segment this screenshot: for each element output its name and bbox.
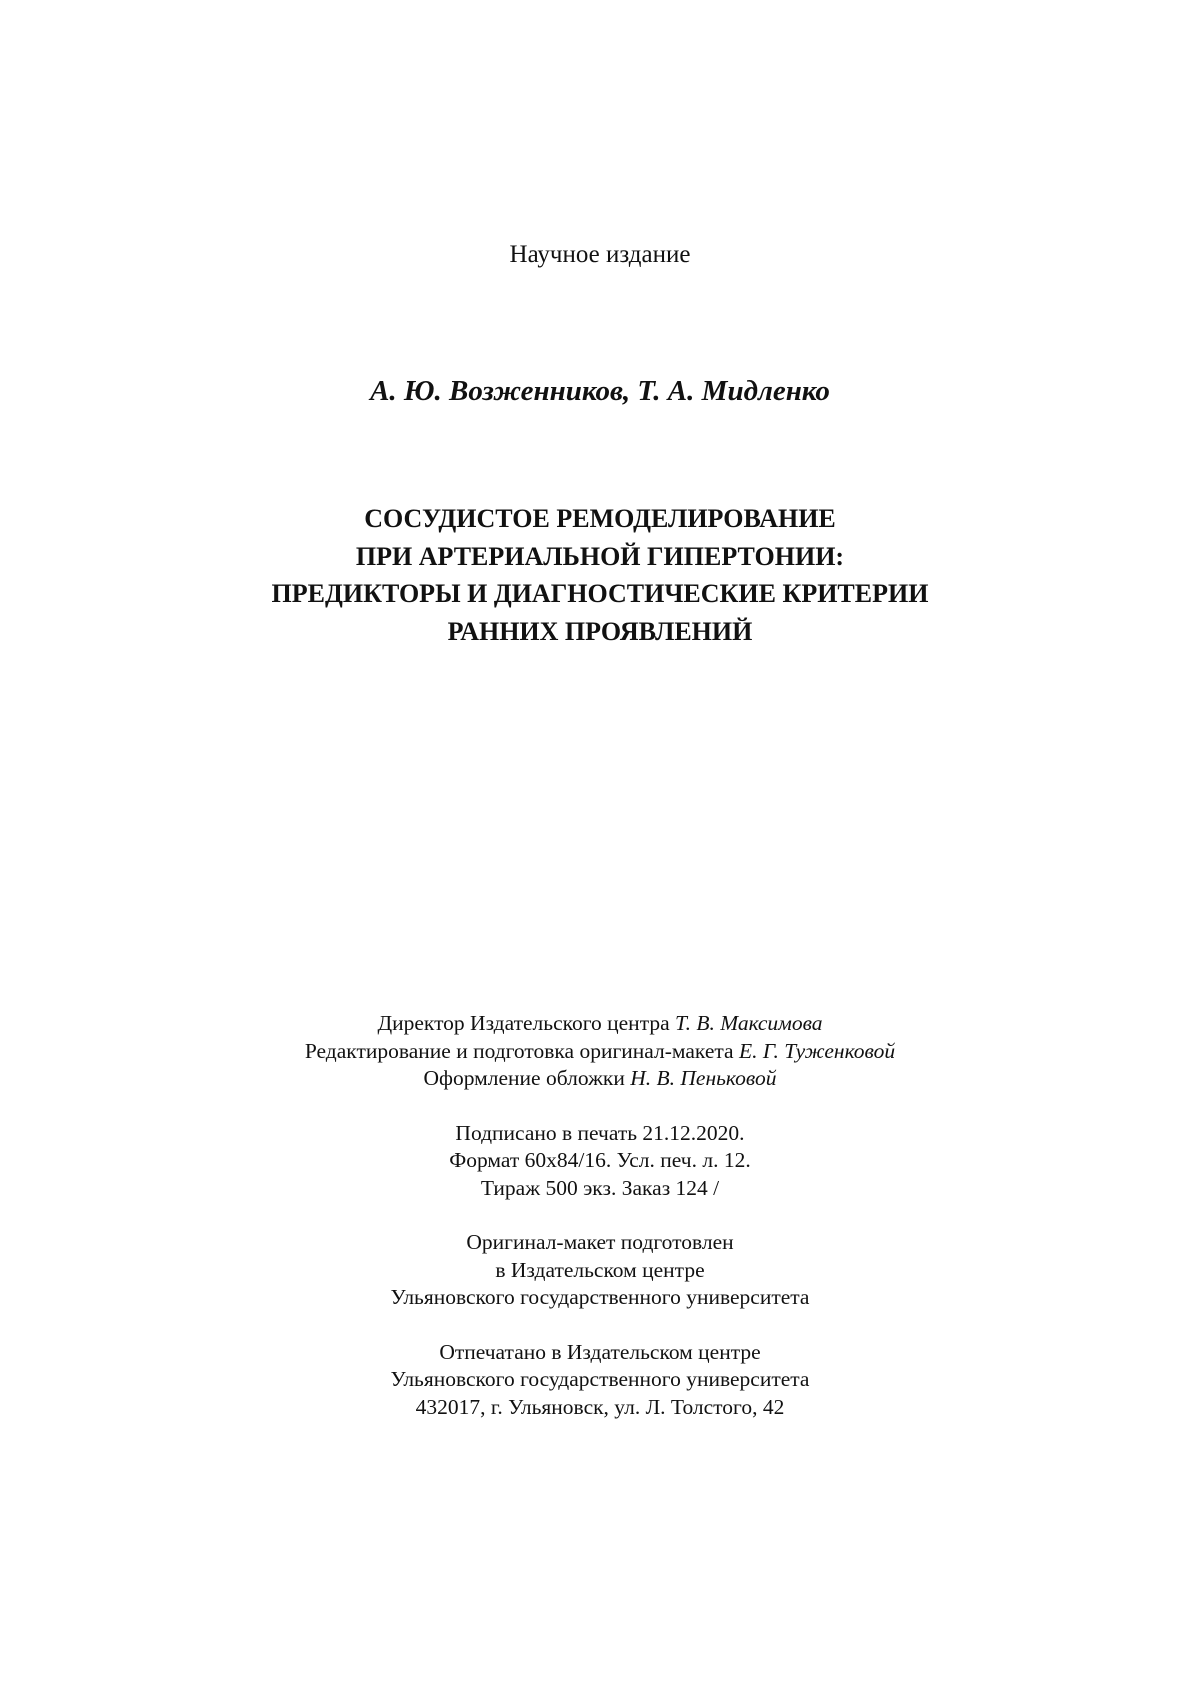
imprint: [0, 1010, 1200, 1448]
staff-credit: [0, 1038, 1200, 1066]
staff-credit: [0, 1010, 1200, 1038]
staff-role: Директор Издательского центра: [377, 1011, 670, 1035]
staff-credit: [0, 1065, 1200, 1093]
layout-prepared-line: в Издательском центре: [495, 1257, 705, 1282]
print-info-line: Подписано в печать 21.12.2020.: [455, 1120, 745, 1145]
title-line: ПРИ АРТЕРИАЛЬНОЙ ГИПЕРТОНИИ:: [355, 541, 845, 571]
layout-prepared-line: Ульяновского государственного университета: [390, 1285, 810, 1309]
print-info-line: Формат 60x84/16. Усл. печ. л. 12.: [449, 1148, 751, 1172]
layout-prepared-line: Оригинал-макет подготовлен: [466, 1230, 734, 1254]
title-line: РАННИХ ПРОЯВЛЕНИЙ: [447, 616, 753, 646]
staff-credits: [0, 1010, 1200, 1093]
edition-type: Научное издание: [509, 241, 691, 268]
staff-name: Т. В. Максимова: [675, 1011, 823, 1035]
staff-role: Оформление обложки: [423, 1066, 625, 1090]
title-line: СОСУДИСТОЕ РЕМОДЕЛИРОВАНИЕ: [364, 504, 836, 533]
printed-at-line: Ульяновского государственного университета: [390, 1367, 810, 1391]
printed-at: [0, 1339, 1200, 1422]
layout-prepared: [0, 1229, 1200, 1312]
authors: А. Ю. Возженников, Т. А. Мидленко: [370, 375, 830, 407]
printed-at-address: 432017, г. Ульяновск, ул. Л. Толстого, 42: [415, 1394, 785, 1419]
staff-role: Редактирование и подготовка оригинал-макета: [304, 1038, 734, 1063]
title-line: ПРЕДИКТОРЫ И ДИАГНОСТИЧЕСКИЕ КРИТЕРИИ: [271, 579, 929, 608]
printed-at-line: Отпечатано в Издательском центре: [439, 1339, 761, 1364]
print-info-line: Тираж 500 экз. Заказ 124 /: [480, 1175, 720, 1200]
staff-name: Е. Г. Туженковой: [738, 1038, 896, 1063]
staff-name: Н. В. Пеньковой: [630, 1066, 777, 1090]
book-title: [0, 500, 1200, 650]
print-info: [0, 1120, 1200, 1203]
